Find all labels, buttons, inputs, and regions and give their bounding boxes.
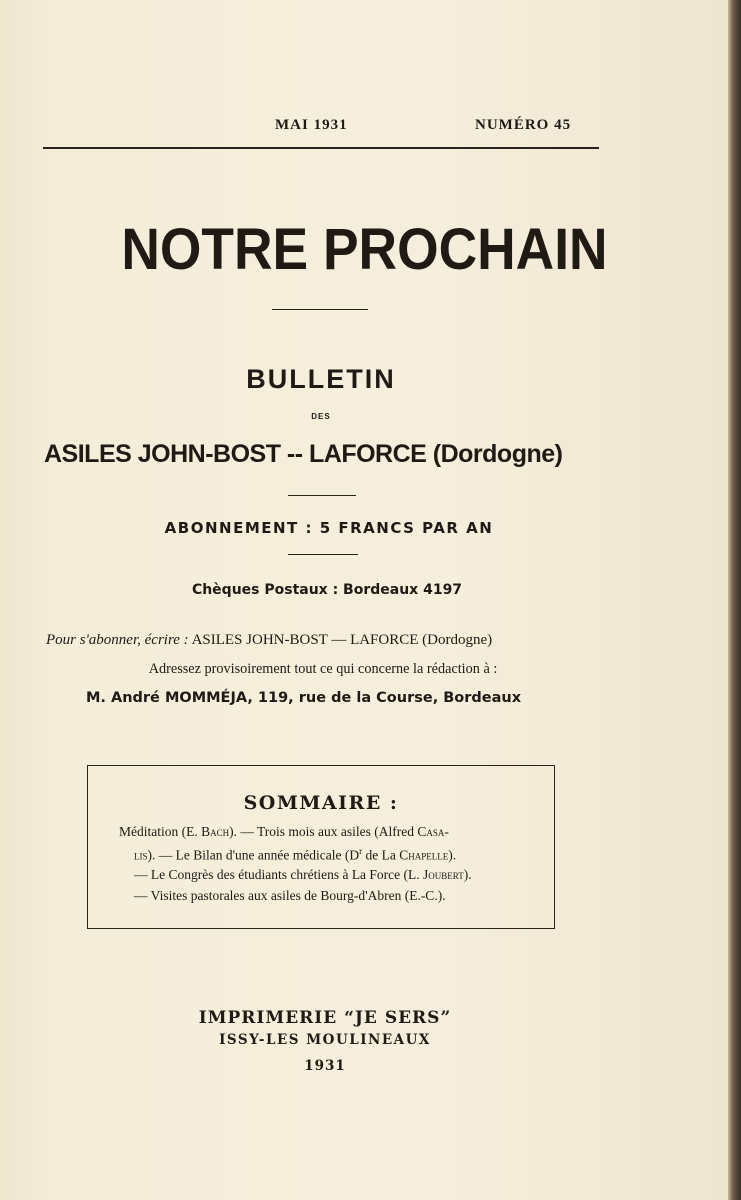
sommaire-line-3: — Le Congrès des étudiants chrétiens à La Force (L. Joubert). <box>134 867 472 882</box>
book-spine-edge <box>728 0 741 1200</box>
asiles-divider <box>288 495 356 496</box>
main-title: NOTRE PROCHAIN <box>121 217 608 282</box>
subscribe-prefix: Pour s'abonner, écrire : <box>46 632 189 648</box>
asiles-heading: ASILES JOHN-BOST -- LAFORCE (Dordogne) <box>44 440 563 468</box>
subscription-divider <box>288 554 358 555</box>
sommaire-title: SOMMAIRE : <box>243 792 399 814</box>
bulletin-heading: BULLETIN <box>246 364 396 394</box>
sommaire-line-1: Méditation (E. Bach). — Trois mois aux asiles (Alfred Casa- <box>119 824 449 839</box>
print-year: 1931 <box>304 1058 346 1074</box>
sommaire-box <box>87 765 555 929</box>
subscription-price: ABONNEMENT : 5 FRANCS PAR AN <box>164 519 494 537</box>
printer-city: ISSY-LES MOULINEAUX <box>219 1032 431 1048</box>
sommaire-line-4: — Visites pastorales aux asiles de Bourg-d'Abren (E.-C.). <box>134 888 446 903</box>
title-divider <box>272 309 368 310</box>
editorial-notice: Adressez provisoirement tout ce qui concerne la rédaction à : <box>148 661 498 677</box>
subscribe-line <box>46 632 492 649</box>
sommaire-line-2: lis). — Le Bilan d'une année médicale ($D^r$ de La Chapelle). <box>134 846 457 863</box>
editorial-address: M. André MOMMÉJA, 119, rue de la Course, Bordeaux <box>86 690 522 706</box>
des-label: DES <box>311 412 331 421</box>
header-rule <box>43 147 599 149</box>
postal-cheques: Chèques Postaux : Bordeaux 4197 <box>191 582 463 598</box>
issue-number: NUMÉRO 45 <box>475 117 572 133</box>
printer-name: IMPRIMERIE “JE SERS” <box>198 1008 452 1028</box>
issue-date: MAI 1931 <box>275 117 348 133</box>
subscribe-address: ASILES JOHN-BOST — LAFORCE (Dordogne) <box>191 632 493 648</box>
